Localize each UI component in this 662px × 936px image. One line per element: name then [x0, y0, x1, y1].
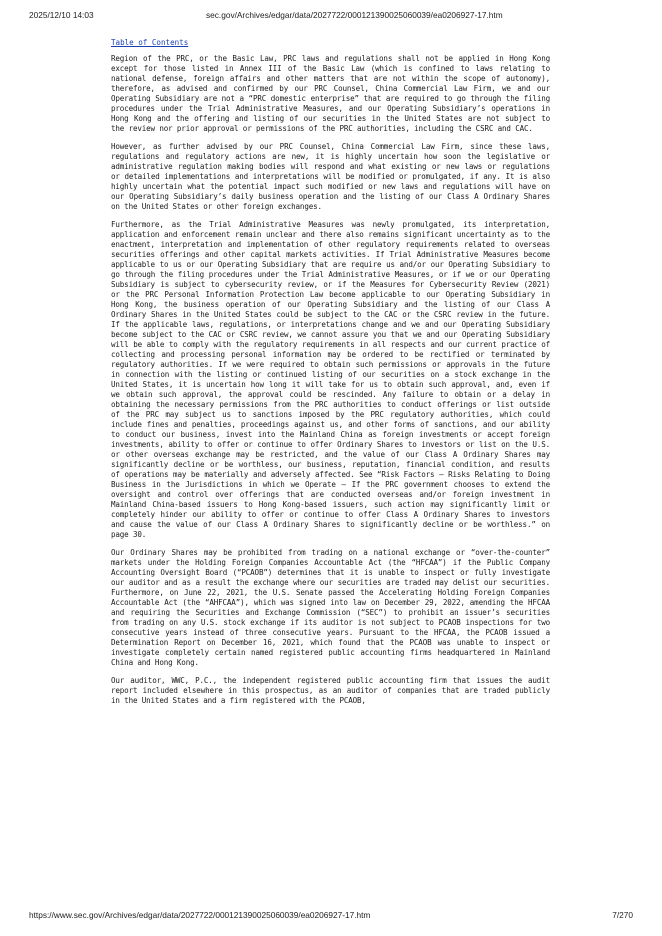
document-body [111, 38, 550, 714]
print-footer-url: https://www.sec.gov/Archives/edgar/data/2027722/000121390025060039/ea0206927-17.htm [29, 910, 371, 920]
paragraph-hfcaa: Our Ordinary Shares may be prohibited from trading on a national exchange or “over-the-counter” markets under the Holding Foreign Companies Accountable Act (the “HFCAA”) if the Public Company Accounting Oversight Board (“PCAOB”) determines that it is unable to inspect or fully investigate our auditor and as a result the exchange where our securities are traded may delist our securities. Furthermore, on June 22, 2021, the U.S. Senate passed the Accelerating Holding Foreign Companies Accountable Act (the “AHFCAA”), which was signed into law on December 29, 2022, amending the HFCAA and requiring the Securities and Exchange Commission (“SEC”) to prohibit an issuer’s securities from trading on any U.S. stock exchange if its auditor is not subject to PCAOB inspections for two consecutive years instead of three consecutive years. Pursuant to the HFCAA, the PCAOB issued a Determination Report on December 16, 2021, which found that the PCAOB was unable to inspect or investigate completely certain named registered public accounting firms headquartered in Mainland China and Hong Kong. [111, 548, 550, 667]
print-header-url: sec.gov/Archives/edgar/data/2027722/000121390025060039/ea0206927-17.htm [206, 10, 503, 20]
paragraph-basic-law: Region of the PRC, or the Basic Law, PRC laws and regulations shall not be applied in Hong Kong except for those listed in Annex III of the Basic Law (which is confined to laws relating to national defense, foreign affairs and other matters that are not within the scope of autonomy), therefore, as advised and confirmed by our PRC Counsel, China Commercial Law Firm, we and our Operating Subsidiary are not a “PRC domestic enterprise” that are required to go through the filing procedures under the Trial Administrative Measures, and our Operating Subsidiary’s operations in Hong Kong and the offering and listing of our securities in the United States are not subject to the review nor prior approval or permissions of the PRC authorities, including the CSRC and CAC. [111, 54, 550, 133]
paragraph-auditor: Our auditor, WWC, P.C., the independent registered public accounting firm that issues the audit report included elsewhere in this prospectus, as an auditor of companies that are traded publicly in the United States and a firm registered with the PCAOB, [111, 676, 550, 705]
paragraph-regulatory-uncertainty: However, as further advised by our PRC Counsel, China Commercial Law Firm, since these laws, regulations and regulatory actions are new, it is highly uncertain how soon the legislative or administrative regulation making bodies will respond and what existing or new laws or regulations or detailed implementations and interpretations will be modified or promulgated, if any. It is also highly uncertain what the potential impact such modified or new laws and regulations will have on our Operating Subsidiary’s daily business operation and the listing of our Class A Ordinary Shares on the United States or other foreign exchanges. [111, 142, 550, 211]
page-number: 7/270 [612, 910, 633, 920]
table-of-contents-link[interactable]: Table of Contents [111, 38, 189, 47]
paragraph-trial-measures: Furthermore, as the Trial Administrative Measures was newly promulgated, its interpretation, application and enforcement remain unclear and there also remains significant uncertainty as to the enactment, interpretation and implementation of other regulatory requirements related to overseas securities offerings and other capital markets activities. If Trial Administrative Measures become applicable to us or our Operating Subsidiary that are require us and/or our Operating Subsidiary to go through the filing procedures under the Trial Administrative Measures, or if we or our Operating Subsidiary is subject to cybersecurity review, or if the Measures for Cybersecurity Review (2021) or the PRC Personal Information Protection Law become applicable to our Operating Subsidiary in Hong Kong, the business operation of our Operating Subsidiary and the listing of our Class A Ordinary Shares in the United States could be subject to the CAC or the CSRC review in the future. If the applicable laws, regulations, or interpretations change and we and our Operating Subsidiary become subject to the CAC or CSRC review, we cannot assure you that we and our Operating Subsidiary will be able to comply with the regulatory requirements in all respects and our current practice of collecting and processing personal information may be ordered to be rectified or terminated by regulatory authorities. If we were required to obtain such permissions or approvals in the future in connection with the listing or continued listing of our securities on a stock exchange in the United States, it is uncertain how long it will take for us to obtain such approval, and, even if we obtain such approval, the approval could be rescinded. Any failure to obtain or a delay in obtaining the necessary permissions from the PRC authorities to conduct offerings or list outside of the PRC may subject us to sanctions imposed by the PRC regulatory authorities, which could include fines and penalties, proceedings against us, and other forms of sanctions, and our ability to conduct our business, invest into the Mainland China as foreign investments or accept foreign investments, ability to offer or continue to offer Ordinary Shares to investors or list on the U.S. or other overseas exchange may be restricted, and the value of our Class A Ordinary Shares may significantly decline or be worthless, our business, reputation, financial condition, and results of operations may be materially and adversely affected. See “Risk Factors — Risks Relating to Doing Business in the Jurisdictions in which we Operate — If the PRC government chooses to extend the oversight and control over offerings that are conducted overseas and/or foreign investment in Mainland China-based issuers to Hong Kong-based issuers, such action may significantly limit or completely hinder our ability to offer or continue to offer Class A Ordinary Shares to investors and cause the value of our Class A Ordinary Shares to significantly decline or be worthless.” on page 30. [111, 220, 550, 539]
print-datetime: 2025/12/10 14:03 [29, 10, 94, 20]
